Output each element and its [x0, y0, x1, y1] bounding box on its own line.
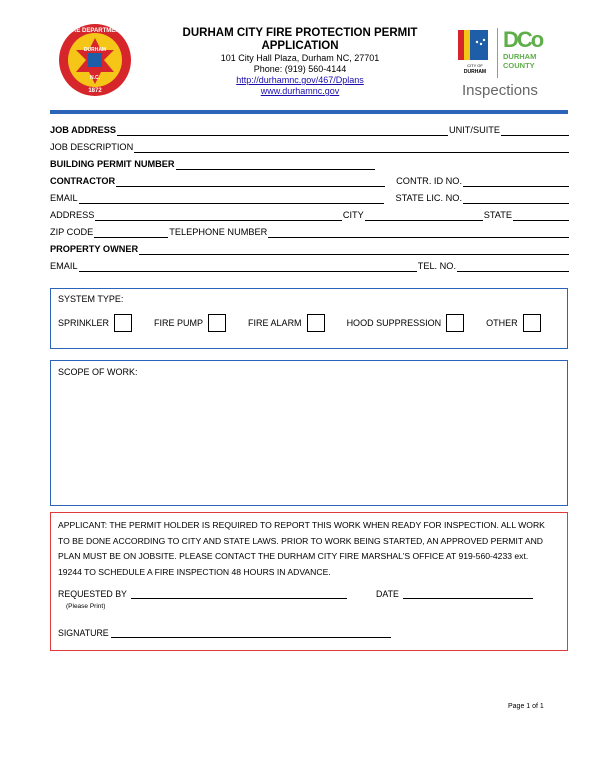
- requested-by-label: REQUESTED BY: [58, 589, 127, 599]
- option-label: OTHER: [486, 318, 518, 328]
- option-sprinkler: [58, 314, 132, 332]
- signature-field[interactable]: [111, 628, 391, 638]
- job-description-label: JOB DESCRIPTION: [50, 142, 134, 152]
- date-label: DATE: [376, 589, 399, 599]
- office-address: 101 City Hall Plaza, Durham NC, 27701: [220, 53, 380, 63]
- row-building-permit: [50, 159, 376, 170]
- hood-suppression-checkbox[interactable]: [446, 314, 464, 332]
- logo-top-text: FIRE DEPARTMENT: [66, 28, 124, 34]
- contr-id-label: CONTR. ID NO.: [396, 176, 462, 186]
- date-row: [376, 589, 533, 599]
- state-label: STATE: [483, 210, 512, 220]
- inspections-label: Inspections: [462, 82, 538, 99]
- city-label: CITY: [342, 210, 364, 220]
- contractor-label: CONTRACTOR: [50, 176, 116, 186]
- option-label: FIRE PUMP: [154, 318, 204, 328]
- state-field[interactable]: [513, 211, 569, 221]
- requested-by-field[interactable]: [131, 589, 347, 599]
- option-fire-alarm: [248, 314, 325, 332]
- title-line-1: DURHAM CITY FIRE PROTECTION PERMIT: [182, 27, 418, 39]
- please-print-note: (Please Print): [66, 603, 106, 610]
- job-address-field[interactable]: [117, 126, 448, 136]
- zip-field[interactable]: [94, 228, 168, 238]
- contractor-field[interactable]: [116, 177, 385, 187]
- owner-email-field[interactable]: [79, 262, 417, 272]
- row-job-description: [50, 142, 570, 153]
- logo-divider: [497, 28, 498, 78]
- logo-middle-text: DURHAM: [83, 47, 107, 53]
- fire-alarm-checkbox[interactable]: [307, 314, 325, 332]
- address-field[interactable]: [95, 211, 341, 221]
- property-owner-label: PROPERTY OWNER: [50, 244, 139, 254]
- county-mark: DCo: [503, 27, 543, 52]
- date-field[interactable]: [403, 589, 533, 599]
- email-field[interactable]: [79, 194, 385, 204]
- state-lic-field[interactable]: [463, 194, 569, 204]
- unit-suite-label: UNIT/SUITE: [448, 125, 500, 135]
- job-description-field[interactable]: [134, 143, 569, 153]
- option-other: [486, 314, 541, 332]
- option-fire-pump: [154, 314, 226, 332]
- durham-county-logo: [503, 28, 553, 78]
- city-name-text: DURHAM: [463, 69, 487, 75]
- tel-field[interactable]: [457, 262, 569, 272]
- sprinkler-checkbox[interactable]: [114, 314, 132, 332]
- row-address: [50, 210, 570, 221]
- county-text-1: DURHAM: [503, 52, 537, 61]
- row-owner-email: [50, 261, 570, 272]
- telephone-field[interactable]: [268, 228, 569, 238]
- city-field[interactable]: [365, 211, 483, 221]
- applicant-notice: APPLICANT: THE PERMIT HOLDER IS REQUIRED TO REPORT THIS WORK WHEN READY FOR INSPECTION. ALL WORK TO BE DONE ACCORDING TO CITY AND STATE LAWS. PRIOR TO WORK BEING STARTED, AN APPROVED PERMIT AND PLAN MUST BE ON JOBSITE. PLEASE CONTACT THE DURHAM CITY FIRE MARSHAL’S OFFICE AT 919-560-4233 ext. 19244 TO SCHEDULE A FIRE INSPECTION 48 HOURS IN ADVANCE.: [58, 520, 545, 577]
- fire-department-logo: [58, 20, 132, 100]
- row-contractor: [50, 176, 570, 187]
- title-line-2: APPLICATION: [261, 40, 339, 52]
- fire-pump-checkbox[interactable]: [208, 314, 226, 332]
- building-permit-field[interactable]: [176, 160, 375, 170]
- telephone-label: TELEPHONE NUMBER: [169, 227, 268, 237]
- county-text-2: COUNTY: [503, 61, 535, 70]
- contr-id-field[interactable]: [463, 177, 569, 187]
- form-title: [170, 27, 430, 53]
- city-small-text: CITY OF: [467, 63, 483, 68]
- state-lic-label: STATE LIC. NO.: [395, 193, 462, 203]
- dplans-link[interactable]: http://durhamnc.gov/467/Dplans: [236, 75, 364, 85]
- system-type-title: SYSTEM TYPE:: [58, 294, 124, 304]
- property-owner-field[interactable]: [139, 245, 569, 255]
- requested-by-row: [58, 589, 347, 599]
- header-rule: [50, 110, 568, 114]
- unit-suite-field[interactable]: [501, 126, 569, 136]
- option-label: SPRINKLER: [58, 318, 110, 328]
- other-checkbox[interactable]: [523, 314, 541, 332]
- office-phone: Phone: (919) 560-4144: [253, 64, 347, 74]
- row-zip: [50, 227, 570, 238]
- scope-of-work-box[interactable]: [50, 360, 568, 506]
- website-link[interactable]: www.durhamnc.gov: [260, 86, 340, 96]
- option-label: FIRE ALARM: [248, 318, 302, 328]
- page-number: Page 1 of 1: [508, 703, 544, 710]
- email-label: EMAIL: [50, 193, 78, 203]
- row-property-owner: [50, 244, 570, 255]
- row-job-address: [50, 125, 570, 136]
- option-label: HOOD SUPPRESSION: [346, 318, 442, 328]
- scope-of-work-title: SCOPE OF WORK:: [58, 367, 138, 377]
- tel-label: TEL. NO.: [417, 261, 456, 271]
- logo-nc-text: N.C.: [90, 75, 100, 81]
- building-permit-label: BUILDING PERMIT NUMBER: [50, 159, 175, 169]
- signature-label: SIGNATURE: [58, 628, 109, 638]
- logo-year: 1872: [88, 88, 102, 94]
- address-label: ADDRESS: [50, 210, 95, 220]
- option-hood-suppression: [347, 314, 465, 332]
- owner-email-label: EMAIL: [50, 261, 78, 271]
- job-address-label: JOB ADDRESS: [50, 125, 117, 135]
- zip-label: ZIP CODE: [50, 227, 94, 237]
- system-type-options: [58, 314, 546, 332]
- signature-row: [58, 628, 391, 638]
- city-of-durham-logo: [458, 30, 494, 76]
- row-email: [50, 193, 570, 204]
